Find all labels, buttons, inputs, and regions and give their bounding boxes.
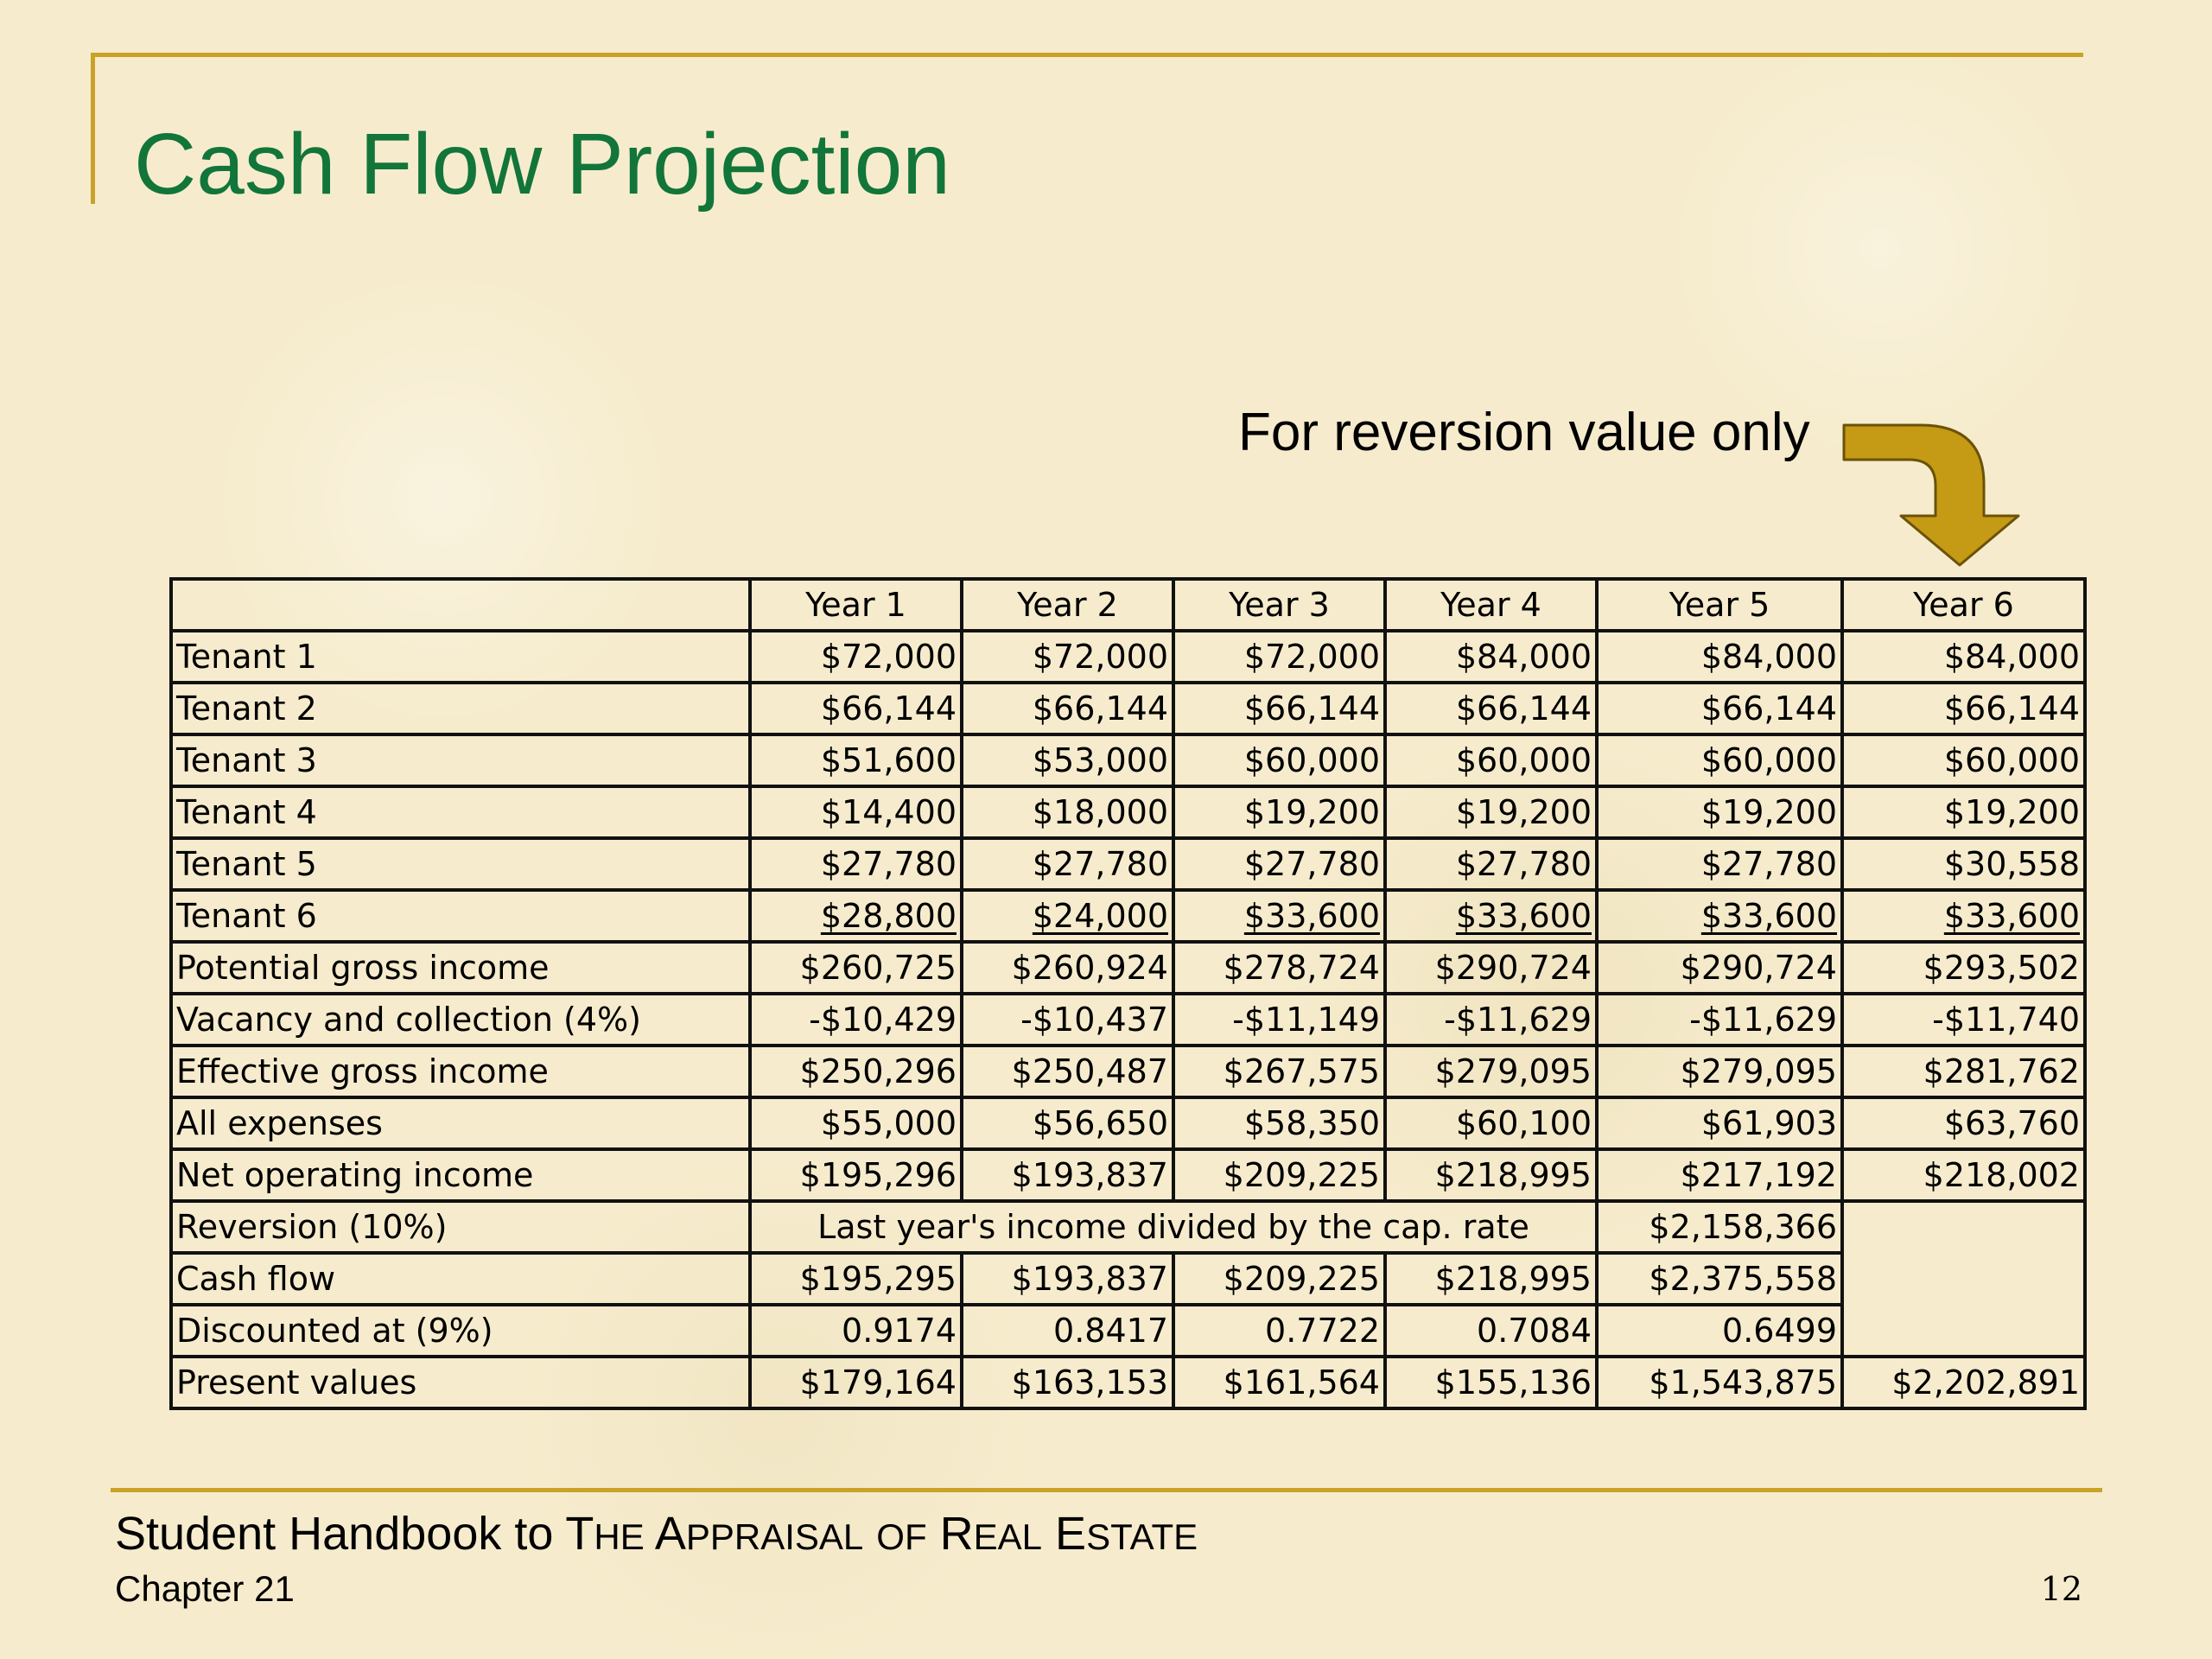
row-value: $51,600 [750,734,962,786]
footer-book-title [115,1508,1198,1560]
discount-value: 0.8417 [962,1305,1173,1357]
row-label: Tenant 4 [171,786,750,838]
row-value: $84,000 [1385,631,1597,683]
table-row [171,890,2085,942]
row-value: $250,296 [750,1046,962,1097]
row-label: Effective gross income [171,1046,750,1097]
row-value: $84,000 [1842,631,2085,683]
table-body [171,579,2085,1408]
row-label: Tenant 2 [171,683,750,734]
row-value: $260,725 [750,942,962,994]
row-value: $84,000 [1597,631,1842,683]
book-title-smallcap-text: OF [876,1516,927,1557]
row-label: Net operating income [171,1149,750,1201]
row-value [1385,890,1597,942]
table-row [171,683,2085,734]
row-value: $279,095 [1597,1046,1842,1097]
cash-flow-table [169,577,2087,1410]
row-label: Tenant 5 [171,838,750,890]
footer-prefix: Student Handbook to [115,1508,566,1560]
book-title-word [940,1508,1042,1560]
row-value: $55,000 [750,1097,962,1149]
present-value: $163,153 [962,1357,1173,1408]
row-value: $66,144 [1385,683,1597,734]
row-value: $281,762 [1842,1046,2085,1097]
underlined-value: $33,600 [1455,897,1592,935]
row-value: $193,837 [962,1149,1173,1201]
table-row [171,1046,2085,1097]
row-label: All expenses [171,1097,750,1149]
row-value: $19,200 [1842,786,2085,838]
curved-arrow-icon [1839,416,2029,570]
row-value: $60,000 [1842,734,2085,786]
row-value: $278,724 [1173,942,1385,994]
book-title-capital: A [654,1508,686,1560]
present-value: $155,136 [1385,1357,1597,1408]
row-label: Potential gross income [171,942,750,994]
row-label: Tenant 1 [171,631,750,683]
row-value: -$10,429 [750,994,962,1046]
discount-row [171,1305,2085,1357]
discount-value: 0.6499 [1597,1305,1842,1357]
book-title-capital: R [939,1508,974,1560]
book-title-capital: E [1055,1508,1087,1560]
book-title-word [876,1508,926,1560]
footer-accent-rule [111,1488,2102,1492]
present-values-label: Present values [171,1357,750,1408]
row-value: -$11,740 [1842,994,2085,1046]
book-title-smallcap-text: PPRAISAL [685,1516,864,1557]
header-year-6: Year 6 [1842,579,2085,631]
cash-flow-value: $193,837 [962,1253,1173,1305]
row-value: -$11,629 [1597,994,1842,1046]
header-year-4: Year 4 [1385,579,1597,631]
footer-chapter: Chapter 21 [115,1568,295,1609]
table-row [171,734,2085,786]
present-value: $161,564 [1173,1357,1385,1408]
discount-value: 0.9174 [750,1305,962,1357]
row-value: $27,780 [1597,838,1842,890]
row-value: $60,000 [1173,734,1385,786]
book-title-smallcaps [565,1508,1198,1560]
cash-flow-year-6-empty [1842,1253,2085,1305]
underlined-value: $24,000 [1032,897,1168,935]
underlined-value: $33,600 [1943,897,2080,935]
row-value: $61,903 [1597,1097,1842,1149]
row-value: $218,995 [1385,1149,1597,1201]
row-value: $27,780 [750,838,962,890]
table-row [171,786,2085,838]
underlined-value: $33,600 [1243,897,1380,935]
book-title-smallcap-text: STATE [1086,1516,1198,1557]
row-value: $209,225 [1173,1149,1385,1201]
row-value: $53,000 [962,734,1173,786]
row-value: $19,200 [1173,786,1385,838]
row-value: $19,200 [1385,786,1597,838]
cash-flow-value: $2,375,558 [1597,1253,1842,1305]
row-value: $27,780 [1173,838,1385,890]
table-row [171,994,2085,1046]
row-value: $66,144 [750,683,962,734]
reversion-year-6-empty [1842,1201,2085,1253]
row-value: $66,144 [1597,683,1842,734]
row-value: $58,350 [1173,1097,1385,1149]
row-value: $267,575 [1173,1046,1385,1097]
cash-flow-value: $209,225 [1173,1253,1385,1305]
present-value: $179,164 [750,1357,962,1408]
cash-flow-row [171,1253,2085,1305]
header-year-5: Year 5 [1597,579,1842,631]
row-value: $60,000 [1385,734,1597,786]
underlined-value: $28,800 [820,897,957,935]
left-accent-rule [91,53,95,204]
header-blank-cell [171,579,750,631]
row-value [1173,890,1385,942]
reversion-note: Last year's income divided by the cap. rate [750,1201,1597,1253]
present-value: $1,543,875 [1597,1357,1842,1408]
row-value: $195,296 [750,1149,962,1201]
row-value: $27,780 [1385,838,1597,890]
reversion-annotation: For reversion value only [1238,403,1810,462]
discount-label: Discounted at (9%) [171,1305,750,1357]
row-value: $56,650 [962,1097,1173,1149]
top-accent-rule [91,53,2083,57]
row-value: $72,000 [1173,631,1385,683]
reversion-label: Reversion (10%) [171,1201,750,1253]
book-title-word [655,1508,863,1560]
row-value: -$10,437 [962,994,1173,1046]
row-value: $19,200 [1597,786,1842,838]
table-row [171,838,2085,890]
row-value: $293,502 [1842,942,2085,994]
book-title-smallcap-text: EAL [973,1516,1043,1557]
row-value: $279,095 [1385,1046,1597,1097]
book-title-capital: T [565,1508,594,1560]
row-value: $290,724 [1385,942,1597,994]
reversion-row [171,1201,2085,1253]
header-row [171,579,2085,631]
row-value: $72,000 [962,631,1173,683]
row-label: Tenant 3 [171,734,750,786]
row-value: $250,487 [962,1046,1173,1097]
row-value: $72,000 [750,631,962,683]
present-values-row [171,1357,2085,1408]
discount-year-6-empty [1842,1305,2085,1357]
header-year-2: Year 2 [962,579,1173,631]
row-value: $66,144 [1173,683,1385,734]
row-value: $60,100 [1385,1097,1597,1149]
book-title-word [565,1508,644,1560]
row-value: -$11,629 [1385,994,1597,1046]
row-value: $218,002 [1842,1149,2085,1201]
row-value [1842,890,2085,942]
row-value: $66,144 [1842,683,2085,734]
book-title-smallcap-text: HE [594,1516,645,1557]
cash-flow-table-container [169,577,2087,1410]
present-value: $2,202,891 [1842,1357,2085,1408]
reversion-year-5: $2,158,366 [1597,1201,1842,1253]
row-value: $63,760 [1842,1097,2085,1149]
row-label: Vacancy and collection (4%) [171,994,750,1046]
table-row [171,1149,2085,1201]
row-value: $66,144 [962,683,1173,734]
row-value: $30,558 [1842,838,2085,890]
underlined-value: $33,600 [1700,897,1837,935]
book-title-word [1055,1508,1198,1560]
row-value [1597,890,1842,942]
row-value: $14,400 [750,786,962,838]
row-value: $27,780 [962,838,1173,890]
row-value: $18,000 [962,786,1173,838]
discount-value: 0.7084 [1385,1305,1597,1357]
page-number: 12 [2040,1570,2082,1608]
cash-flow-value: $218,995 [1385,1253,1597,1305]
discount-value: 0.7722 [1173,1305,1385,1357]
table-row [171,942,2085,994]
header-year-3: Year 3 [1173,579,1385,631]
table-row [171,631,2085,683]
row-value: $60,000 [1597,734,1842,786]
row-value: $217,192 [1597,1149,1842,1201]
row-label: Tenant 6 [171,890,750,942]
row-value: -$11,149 [1173,994,1385,1046]
row-value [750,890,962,942]
row-value [962,890,1173,942]
cash-flow-label: Cash flow [171,1253,750,1305]
cash-flow-value: $195,295 [750,1253,962,1305]
header-year-1: Year 1 [750,579,962,631]
table-row [171,1097,2085,1149]
row-value: $290,724 [1597,942,1842,994]
slide-title: Cash Flow Projection [134,116,950,213]
row-value: $260,924 [962,942,1173,994]
